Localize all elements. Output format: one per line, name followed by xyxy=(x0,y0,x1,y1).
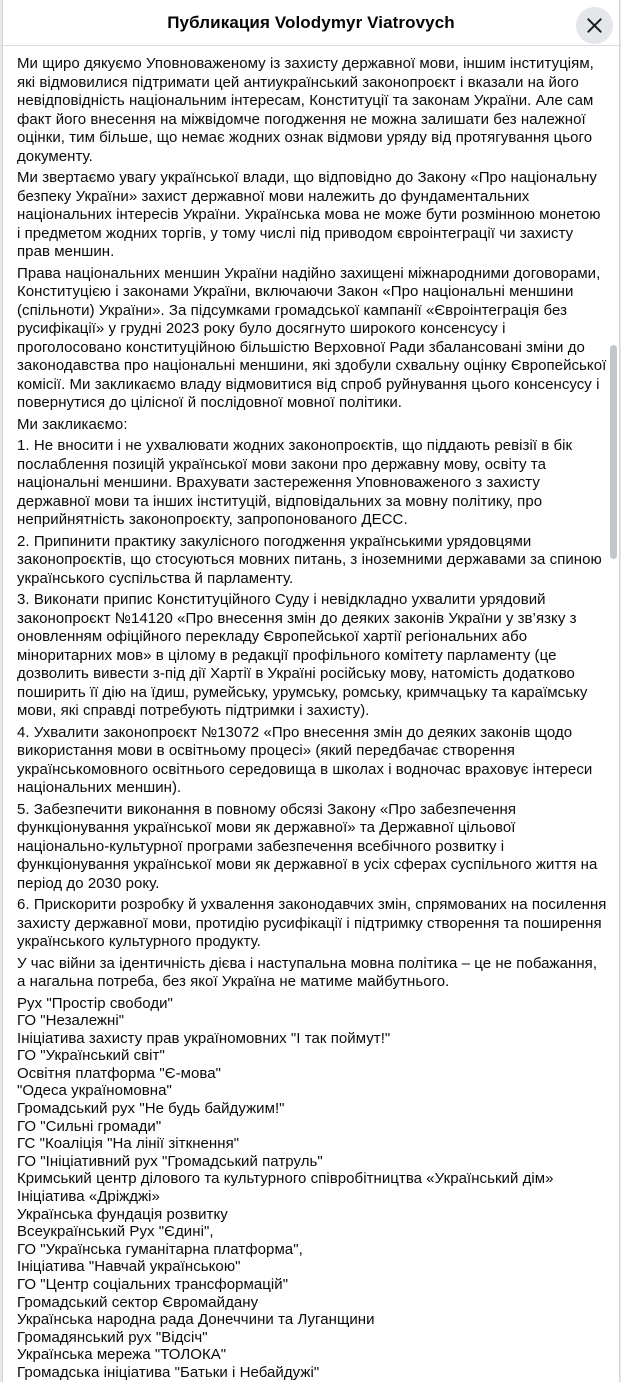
close-icon xyxy=(585,16,604,35)
signatory-line: ГО "Український світ" xyxy=(17,1047,165,1065)
signatory-line: Всеукраїнський Рух "Єдині", xyxy=(17,1223,214,1241)
scrollbar-thumb[interactable] xyxy=(610,345,617,559)
signatory-line: Освітня платформа "Є-мова" xyxy=(17,1064,222,1082)
post-paragraph: 1. Не вносити і не ухвалювати жодних законопроєктів, що піддають ревізії в бік послаблення позицій української мови закони про державну мову, освіту та національні меншини. Врахувати застереження Уповноваженого з захисту державної мови та інших інституцій, відповідальних за мовну політику, про неприйнятність законопроєкту, запропонованого ДЕСС. xyxy=(17,437,573,528)
signatory-line: ГО "Українська гуманітарна платформа", xyxy=(17,1240,303,1258)
post-paragraph: 3. Виконати припис Конституційного Суду і невідкладно ухвалити урядовий законопроєкт №14120 «Про внесення змін до деяких законів України у зв’язку з оновленням офіційного перекладу Європейської хартії регіональних або міноритарних мов» в цілому в редакції профільного комітету парламенту (це дозволить вивести з-під дії Хартії в Україні російську мову, натомість додатково поширить її дію на їдиш, румейську, урумську, ромську, кримчацьку та караїмську мови, які справді потребують підтримки і захисту). xyxy=(17,591,588,719)
signatory-line: ГО "Незалежні" xyxy=(17,1012,125,1030)
post-paragraph: 5. Забезпечити виконання в повному обсязі Закону «Про забезпечення функціонування української мови як державної» та Державної цільової національно-культурної програми забезпечення всебічного розвитку і функціонування української мови як державної в усіх сферах суспільного життя на період до 2030 року. xyxy=(17,800,598,892)
signatory-line: Громадянський рух "Відсіч" xyxy=(17,1328,208,1346)
post-text xyxy=(17,55,607,992)
post-paragraph: Ми щиро дякуємо Уповноваженому із захисту державної мови, іншим інституціям, які відмовилися підтримати цей антиукраїнський законопроєкт і вказали на його невідповідність національним інтересам, Конституції та законам України. Але сам факт його внесення на міжвідомче погодження не можна залишати без належної оцінки, тим більше, що немає жодних ознак відмови уряду від протягування цього документу. xyxy=(17,55,594,165)
signatory-line: Українська фундація розвитку xyxy=(17,1205,228,1223)
signatory-line: Ініціатива захисту прав україномовних "І так поймут!" xyxy=(17,1029,391,1047)
signatory-line: Ініціатива "Навчай українською" xyxy=(17,1258,241,1276)
signatory-line: ГО "Сильні громади" xyxy=(17,1117,162,1135)
signatory-line: Українська народна рада Донеччини та Луганщини xyxy=(17,1311,375,1329)
close-button[interactable] xyxy=(576,7,613,44)
post-paragraph: Ми звертаємо увагу української влади, що відповідно до Закону «Про національну безпеку України» захист державної мови належить до фундаментальних національних інтересів України. Українська мова не може бути розмінною монетою і предметом жодних торгів, у тому числі під приводом євроінтеграції чи захисту прав меншин. xyxy=(17,169,601,260)
post-paragraph: 4. Ухвалити законопроєкт №13072 «Про внесення змін до деяких законів щодо використання мови в освітньому процесі» (який передбачає створення українськомовного освітнього середовища в школах і водночас враховує інтереси національних меншин). xyxy=(17,723,593,796)
post-modal xyxy=(3,0,619,1382)
post-paragraph: Ми закликаємо: xyxy=(17,415,128,433)
signatory-line: Рух "Простір свободи" xyxy=(17,994,173,1012)
signatory-line: Громадський сектор Євромайдану xyxy=(17,1293,259,1311)
modal-header xyxy=(3,0,619,46)
signatory-line: Ініціатива «Дріжджі» xyxy=(17,1188,160,1206)
signatory-line: Кримський центр ділового та культурного співробітництва «Український дім» xyxy=(17,1170,554,1188)
post-paragraph: Права національних меншин України надійно захищені міжнародними договорами, Конституцією і законами України, включаючи Закон «Про національні меншини (спільноти) України». За підсумками громадської кампанії «Євроінтеграція без русифікації» у грудні 2023 року було досягнуто широкого консенсусу і проголосовано конституційною більшістю Верховної Ради збалансовані зміни до законодавства про національні меншини, які здобули схвальну оцінку Європейської комісії. Ми закликаємо владу відмовитися від спроб руйнування цього консенсусу і повернутися до цілісної й послідовної мовної політики. xyxy=(17,264,607,411)
signatory-line: ГО "Ініціативний рух "Громадський патруль" xyxy=(17,1152,323,1170)
post-content[interactable] xyxy=(3,46,619,1382)
signatories-list xyxy=(17,995,607,1382)
post-paragraph: 2. Припинити практику закулісного погодження українськими урядовцями законопроєктів, що стосуються мовних питань, з іноземними державами за спиною українського суспільства й парламенту. xyxy=(17,532,602,587)
signatory-line: ГС "Коаліція "На лінії зіткнення" xyxy=(17,1135,240,1153)
post-paragraph: У час війни за ідентичність дієва і наступальна мовна політика – це не побажання, а нагальна потреба, без якої Україна не матиме майбутнього. xyxy=(17,954,598,990)
signatory-line: ГО "Центр соціальних трансформацій" xyxy=(17,1276,289,1293)
signatory-line: "Одеса україномовна" xyxy=(17,1082,172,1100)
signatory-line: Громадська ініціатива "Батьки і Небайдужі" xyxy=(17,1363,320,1381)
modal-title: Публикация Volodymyr Viatrovych xyxy=(167,13,455,32)
signatory-line: Українська мережа "ТОЛОКА" xyxy=(17,1346,227,1364)
signatory-line: Громадський рух "Не будь байдужим!" xyxy=(17,1100,285,1118)
post-paragraph: 6. Прискорити розробку й ухвалення законодавчих змін, спрямованих на посилення захисту державної мови, протидію русифікації і підтримку створення та поширення українського культурного продукту. xyxy=(17,896,607,950)
